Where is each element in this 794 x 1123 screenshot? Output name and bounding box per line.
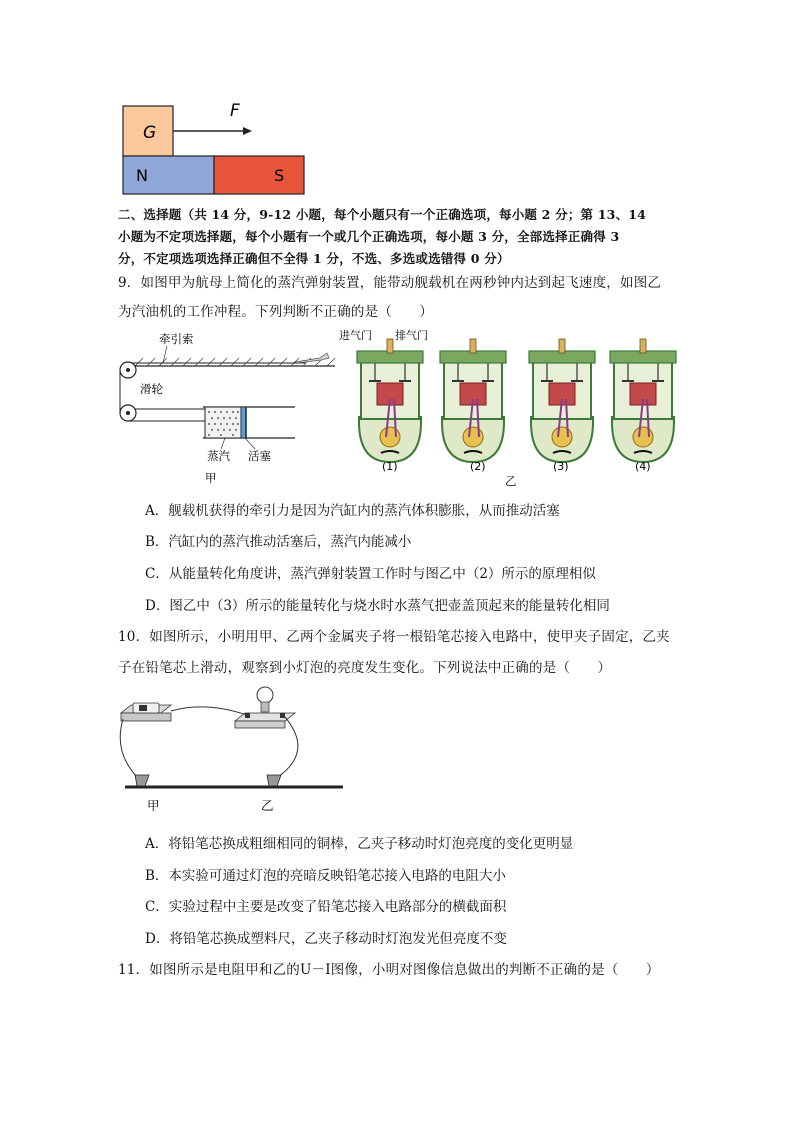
q10-stem-1: 10．如图所示，小明用甲、乙两个金属夹子将一根铅笔芯接入电路中，使甲夹子固定，乙夹 [118, 629, 670, 645]
force-arrow-head [243, 127, 252, 135]
q10-option-a: A．将铅笔芯换成粗细相同的铜棒，乙夹子移动时灯泡亮度的变化更明显 [145, 836, 574, 852]
caption-jia: 甲 [205, 471, 217, 485]
q10-option-b: B．本实验可通过灯泡的亮暗反映铅笔芯接入电路的电阻大小 [145, 868, 506, 884]
pole-s-label: S [274, 166, 285, 185]
engine-stroke-4 [610, 339, 676, 462]
q9-option-b: B．汽缸内的蒸汽推动活塞后，蒸汽内能减小 [145, 534, 412, 550]
pole-n-label: N [136, 166, 148, 185]
engine-strokes-figure [337, 325, 677, 490]
q9-option-d: D．图乙中（3）所示的能量转化与烧水时水蒸气把壶盖顶起来的能量转化相同 [145, 598, 610, 614]
label-intake-valve: 进气门 [339, 329, 372, 342]
q11-stem: 11．如图所示是电阻甲和乙的U－I图像，小明对图像信息做出的判断不正确的是（ ） [118, 962, 660, 978]
light-bulb-icon [257, 687, 273, 703]
q10-option-d: D．将铅笔芯换成塑料尺，乙夹子移动时灯泡发光但亮度不变 [145, 931, 507, 947]
steam-catapult-figure [115, 325, 343, 487]
label-tow-rope: 牵引索 [159, 332, 194, 346]
stroke-number-2: (2) [470, 460, 486, 473]
q9-option-c: C．从能量转化角度讲，蒸汽弹射装置工作时与图乙中（2）所示的原理相似 [145, 566, 596, 582]
force-label: F [230, 101, 240, 121]
section2-line2: 小题为不定项选择题，每个小题有一个或几个正确选项，每小题 3 分，全部选择正确得 3 [118, 229, 620, 244]
block-g-label: G [143, 123, 157, 143]
q9-stem-1: 9．如图甲为航母上简化的蒸汽弹射装置，能带动舰载机在两秒钟内达到起飞速度，如图乙 [118, 275, 662, 291]
label-clip-jia: 甲 [147, 798, 160, 813]
steam-chamber [205, 407, 241, 438]
q10-stem-2: 子在铅笔芯上滑动，观察到小灯泡的亮度发生变化。下列说法中正确的是（ ） [118, 660, 612, 676]
pole-s [214, 156, 304, 194]
engine-stroke-2 [440, 339, 506, 462]
label-exhaust-valve: 排气门 [395, 329, 428, 342]
stroke-number-4: (4) [635, 460, 651, 473]
label-steam: 蒸汽 [207, 449, 230, 463]
clip-jia [135, 775, 149, 786]
aircraft-icon [295, 353, 329, 363]
section2-line1: 二、选择题（共 14 分，9-12 小题，每个小题只有一个正确选项，每小题 2 分；第 13、14 [118, 207, 647, 222]
engine-stroke-1 [357, 339, 423, 462]
stroke-number-3: (3) [553, 460, 569, 473]
magnet-figure [118, 100, 318, 200]
q9-option-a: A．舰载机获得的牵引力是因为汽缸内的蒸汽体积膨胀，从而推动活塞 [145, 503, 560, 519]
label-pulley: 滑轮 [140, 382, 163, 396]
caption-yi: 乙 [505, 474, 517, 488]
pencil-lead-circuit-figure [115, 683, 355, 815]
label-clip-yi: 乙 [261, 798, 274, 813]
engine-stroke-3 [529, 339, 595, 462]
section2-line3: 分，不定项选项选择正确但不全得 1 分，不选、多选或选错得 0 分） [118, 251, 510, 266]
clip-yi [267, 775, 281, 786]
label-piston: 活塞 [248, 449, 271, 463]
stroke-number-1: (1) [382, 460, 398, 473]
q10-option-c: C．实验过程中主要是改变了铅笔芯接入电路部分的横截面积 [145, 899, 507, 915]
q9-stem-2: 为汽油机的工作冲程。下列判断不正确的是（ ） [118, 304, 434, 320]
